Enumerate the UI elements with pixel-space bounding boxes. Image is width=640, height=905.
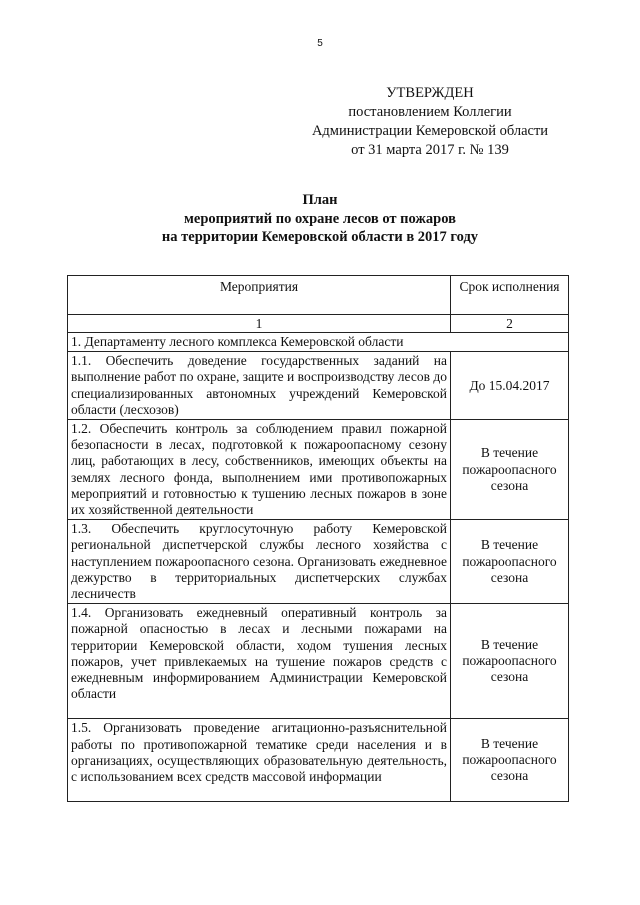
activity-cell: 1.4. Организовать ежедневный оперативный контроль за пожарной опасностью в лесах и лесными пожарами на территории Кемеровской области, ходом тушения лесных пожаров, учет привлекаемых на тушение пожаров средств с ежедневным информированием Администрации Кемеровской области xyxy=(68,604,451,719)
approved-heading: УТВЕРЖДЕН xyxy=(386,85,474,101)
term-cell: В течение пожароопасного сезона xyxy=(451,420,569,520)
activity-cell: 1.2. Обеспечить контроль за соблюдением правил пожарной безопасности в лесах, подготовкой к пожароопасному сезону лиц, работающих в лесу, собственников, имеющих объекты на землях лесного фонда, выполнением ими противопожарных мероприятий и готовностью к тушению лесных пожаров в зоне их хозяйственной деятельности xyxy=(68,420,451,520)
section-row xyxy=(68,333,569,352)
term-cell: В течение пожароопасного сезона xyxy=(451,520,569,604)
table-header-row xyxy=(68,276,569,315)
term-cell: До 15.04.2017 xyxy=(451,352,569,420)
page-number: 5 xyxy=(317,38,323,49)
approved-date: от 31 марта 2017 г. № 139 xyxy=(351,142,509,158)
term-cell: В течение пожароопасного сезона xyxy=(451,719,569,802)
approved-by: постановлением Коллегии xyxy=(348,104,512,120)
title-line-1: План xyxy=(302,192,338,208)
activity-cell: 1.5. Организовать проведение агитационно-разъяснительной работы по противопожарной тематике среди населения и в организациях, осуществляющих образовательную деятельность, с использованием всех средств массовой информации xyxy=(68,719,451,802)
table-row xyxy=(68,420,569,520)
approval-stamp xyxy=(300,84,560,160)
term-cell: В течение пожароопасного сезона xyxy=(451,604,569,719)
column-number-row xyxy=(68,315,569,333)
plan-table xyxy=(67,275,569,802)
activity-cell: 1.3. Обеспечить круглосуточную работу Кемеровской региональной диспетчерской службы лесного хозяйства с наступлением пожароопасного сезона. Организовать ежедневное дежурство в территориальных диспетчерских службах лесничеств xyxy=(68,520,451,604)
document-title xyxy=(0,191,640,247)
approved-authority: Администрации Кемеровской области xyxy=(311,123,549,139)
table-row xyxy=(68,719,569,802)
title-line-2: мероприятий по охране лесов от пожаров xyxy=(184,210,456,227)
table-row xyxy=(68,352,569,420)
column-number-2: 2 xyxy=(451,315,569,333)
header-activities: Мероприятия xyxy=(68,276,451,315)
section-title: 1. Департаменту лесного комплекса Кемеровской области xyxy=(68,333,569,352)
header-term: Срок исполнения xyxy=(451,276,569,315)
table-row xyxy=(68,604,569,719)
table-row xyxy=(68,520,569,604)
title-line-3: на территории Кемеровской области в 2017 году xyxy=(161,229,479,245)
activity-cell: 1.1. Обеспечить доведение государственных заданий на выполнение работ по охране, защите и воспроизводству лесов до специализированных автономных учреждений Кемеровской области (лесхозов) xyxy=(68,352,451,420)
column-number-1: 1 xyxy=(68,315,451,333)
